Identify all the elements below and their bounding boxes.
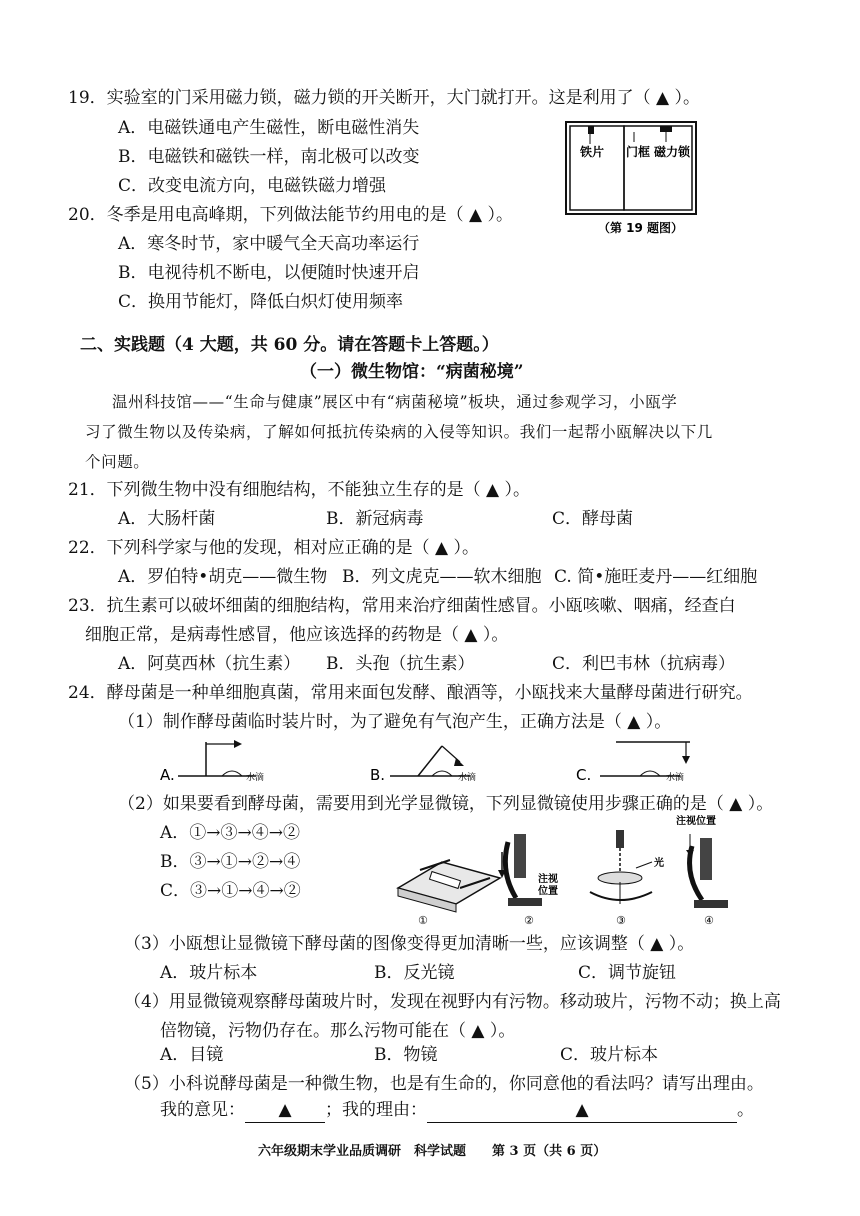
microscope-steps-figure [390, 812, 740, 930]
q24-part4-stem-line-1: （4）用显微镜观察酵母菌玻片时，发现在视野内有污物。移动玻片，污物不动；换上高 [124, 992, 781, 1012]
svg-text:①: ① [418, 914, 428, 927]
step1-place-slide [398, 860, 500, 927]
svg-text:B.: B. [370, 766, 386, 784]
q24-part3-option-a: A．玻片标本 [160, 963, 258, 983]
q24-part2-option-a: A．①→③→④→② [160, 823, 301, 843]
svg-text:水滴: 水滴 [666, 773, 685, 783]
q24-part3-stem: （3）小瓯想让显微镜下酵母菌的图像变得更加清晰一些，应该调整（ ▲ ）。 [124, 934, 695, 954]
q19-figure [560, 118, 720, 238]
q24-part5-stem: （5）小科说酵母菌是一种微生物，也是有生命的，你同意他的看法吗？请写出理由。 [124, 1074, 764, 1094]
q21-option-b: B．新冠病毒 [326, 509, 424, 529]
svg-text:光: 光 [654, 858, 664, 869]
q19-option-a: A．电磁铁通电产生磁性，断电磁性消失 [118, 118, 420, 138]
q24-part3-option-c: C．调节旋钮 [578, 963, 677, 983]
q24-part5-answer-line [160, 1098, 754, 1123]
label-magnetic-lock: 磁力锁 [654, 145, 691, 159]
coverslip-option-a [160, 740, 264, 784]
q24-part1-stem: （1）制作酵母菌临时装片时，为了避免有气泡产生，正确方法是（ ▲ ）。 [118, 712, 672, 732]
intro-line-1: 温州科技馆——“生命与健康”展区中有“病菌秘境”板块，通过参观学习，小瓯学 [112, 393, 678, 411]
q24-part4-option-b: B．物镜 [374, 1045, 438, 1065]
svg-text:A.: A. [160, 766, 175, 784]
intro-line-3: 个问题。 [85, 453, 150, 471]
q20-option-c: C．换用节能灯，降低白炽灯使用频率 [118, 292, 404, 312]
opinion-label: 我的意见： [160, 1100, 245, 1120]
q20-option-b: B．电视待机不断电，以便随时快速开启 [118, 263, 420, 283]
q21-option-c: C．酵母菌 [552, 509, 634, 529]
step3-adjust-mirror [590, 830, 664, 927]
q24-part4-option-a: A．目镜 [160, 1045, 224, 1065]
reason-blank[interactable]: ▲ [427, 1098, 737, 1123]
q20-stem: 20．冬季是用电高峰期，下列做法能节约用电的是（ ▲ ）。 [68, 205, 514, 225]
step2-lower-objective [498, 834, 558, 927]
q21-stem: 21．下列微生物中没有细胞结构，不能独立生存的是（ ▲ ）。 [68, 480, 531, 500]
svg-text:C.: C. [576, 766, 592, 784]
opinion-blank[interactable]: ▲ [245, 1098, 325, 1123]
svg-text:水滴: 水滴 [246, 773, 265, 783]
q21-option-a: A．大肠杆菌 [118, 509, 216, 529]
svg-text:注视: 注视 [538, 874, 558, 885]
section-heading: 二、实践题（4 大题，共 60 分。请在答题卡上答题。） [80, 335, 499, 355]
intro-line-2: 习了微生物以及传染病，了解如何抵抗传染病的入侵等知识。我们一起帮小瓯解决以下几 [85, 423, 713, 441]
svg-text:④: ④ [704, 914, 714, 927]
q24-part4-stem-line-2: 倍物镜，污物仍存在。那么污物可能在（ ▲ ）。 [160, 1021, 516, 1041]
q23-option-b: B．头孢（抗生素） [326, 654, 475, 674]
q19-stem: 19．实验室的门采用磁力锁，磁力锁的开关断开，大门就打开。这是利用了（ ▲ ）。 [68, 88, 701, 108]
q24-part2-stem: （2）如果要看到酵母菌，需要用到光学显微镜，下列显微镜使用步骤正确的是（ ▲ ）。 [118, 794, 774, 814]
reason-label: ；我的理由： [325, 1100, 427, 1120]
q24-part3-option-b: B．反光镜 [374, 963, 455, 983]
svg-text:③: ③ [616, 914, 626, 927]
page-footer: 六年级期末学业品质调研 科学试题 第 3 页（共 6 页） [258, 1144, 607, 1159]
q22-stem: 22．下列科学家与他的发现，相对应正确的是（ ▲ ）。 [68, 538, 480, 558]
q23-stem-line-1: 23．抗生素可以破坏细菌的细胞结构，常用来治疗细菌性感冒。小瓯咳嗽、咽痛，经查白 [68, 596, 736, 616]
q23-stem-line-2: 细胞正常，是病毒性感冒，他应该选择的药物是（ ▲ ）。 [85, 625, 509, 645]
svg-text:水滴: 水滴 [458, 773, 477, 783]
answer-end: 。 [737, 1100, 754, 1120]
q24-part2-option-b: B．③→①→②→④ [160, 852, 301, 872]
q22-option-c: C. 简•施旺麦丹——红细胞 [554, 567, 758, 587]
q22-option-a: A．罗伯特•胡克——微生物 [118, 567, 328, 587]
section-sub-heading: （一）微生物馆：“病菌秘境” [300, 362, 524, 382]
q24-stem: 24．酵母菌是一种单细胞真菌，常用来面包发酵、酿酒等，小瓯找来大量酵母菌进行研究。 [68, 683, 753, 703]
q24-part2-option-c: C．③→①→④→② [160, 881, 301, 901]
q22-option-b: B．列文虎克——软木细胞 [342, 567, 542, 587]
q20-option-a: A．寒冬时节，家中暖气全天高功率运行 [118, 234, 420, 254]
svg-text:②: ② [524, 914, 534, 927]
coverslip-option-c [576, 742, 690, 784]
q23-option-c: C．利巴韦林（抗病毒） [552, 654, 736, 674]
label-iron-plate: 铁片 [580, 145, 605, 159]
label-door-frame: 门框 [626, 145, 651, 159]
q24-part4-option-c: C．玻片标本 [560, 1045, 659, 1065]
q19-option-c: C．改变电流方向，电磁铁磁力增强 [118, 176, 387, 196]
q19-option-b: B．电磁铁和磁铁一样，南北极可以改变 [118, 147, 420, 167]
q23-option-a: A．阿莫西林（抗生素） [118, 654, 301, 674]
svg-text:位置: 位置 [538, 886, 558, 897]
q19-figure-caption: （第 19 题图） [598, 221, 684, 235]
svg-text:注视位置: 注视位置 [676, 816, 716, 827]
step4-focus [676, 814, 728, 927]
coverslip-figures [160, 736, 760, 788]
coverslip-option-b [370, 746, 476, 784]
